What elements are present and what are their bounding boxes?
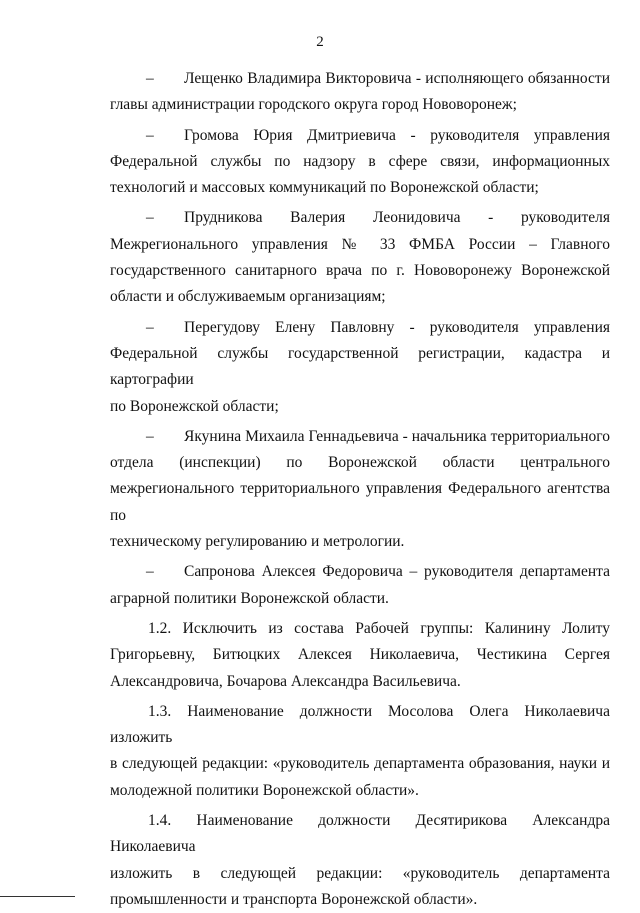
paragraph-line: Александровича, Бочарова Александра Васильевича.: [110, 672, 461, 690]
list-dash: –: [146, 563, 154, 581]
paragraph-line: 1.3. Наименование должности Мосолова Олега Николаевича изложить: [110, 702, 610, 747]
paragraph-line: Григорьевну, Битюцких Алексея Николаевича, Честикина Сергея: [110, 646, 610, 664]
list-item: [110, 123, 610, 202]
footnote-divider: [0, 896, 75, 898]
list-item-line: главы администрации городского округа город Нововоронеж;: [110, 96, 517, 114]
numbered-paragraph: [110, 699, 610, 804]
list-item-line: Межрегионального управления № 33 ФМБА России – Главного: [110, 235, 610, 253]
list-dash: –: [146, 209, 154, 227]
list-item-first-line: Перегудову Елену Павловну - руководителя управления: [184, 318, 610, 336]
numbered-paragraph: [110, 616, 610, 695]
document-body: [110, 66, 610, 913]
numbered-paragraph: [110, 808, 610, 913]
paragraph-line: изложить в следующей редакции: «руководитель департамента: [110, 864, 610, 882]
list-item-line: аграрной политики Воронежской области.: [110, 589, 389, 607]
list-item: [110, 424, 610, 555]
list-item: [110, 559, 610, 612]
list-item-first-line: Якунина Михаила Геннадьевича - начальника территориального: [184, 427, 610, 445]
list-item: [110, 66, 610, 119]
list-item: [110, 205, 610, 310]
list-item-line: отдела (инспекции) по Воронежской области центрального: [110, 454, 610, 472]
list-item-first-line: Громова Юрия Дмитриевича - руководителя управления: [184, 126, 610, 144]
paragraph-line: промышленности и транспорта Воронежской области».: [110, 890, 478, 908]
list-item-line: области и обслуживаемым организациям;: [110, 288, 386, 306]
list-item-line: межрегионального территориального управления Федерального агентства по: [110, 480, 610, 524]
list-item-first-line: Прудникова Валерия Леонидовича - руководителя: [184, 209, 610, 227]
paragraph-line: молодежной политики Воронежской области».: [110, 781, 419, 799]
list-item-line: по Воронежской области;: [110, 397, 279, 415]
list-dash: –: [146, 70, 154, 87]
list-item-first-line: Лещенко Владимира Викторовича - исполняющего обязанности: [184, 70, 610, 87]
list-item-line: Федеральной службы государственной регистрации, кадастра и картографии: [110, 344, 610, 389]
list-item-first-line: Сапронова Алексея Федоровича – руководителя департамента: [184, 563, 610, 581]
paragraph-line: 1.4. Наименование должности Десятирикова Александра Николаевича: [110, 812, 610, 856]
paragraph-line: 1.2. Исключить из состава Рабочей группы: Калинину Лолиту: [148, 619, 610, 637]
list-item-line: государственного санитарного врача по г. Нововоронежу Воронежской: [110, 262, 610, 280]
list-item-line: техническому регулированию и метрологии.: [110, 533, 405, 551]
page-number: 2: [316, 34, 324, 50]
paragraph-line: в следующей редакции: «руководитель департамента образования, науки и: [110, 755, 610, 773]
list-item: [110, 315, 610, 420]
list-item-line: технологий и массовых коммуникаций по Воронежской области;: [110, 179, 539, 197]
list-dash: –: [146, 427, 154, 445]
list-dash: –: [146, 126, 154, 144]
list-item-line: Федеральной службы по надзору в сфере связи, информационных: [110, 152, 610, 170]
list-dash: –: [146, 318, 154, 336]
